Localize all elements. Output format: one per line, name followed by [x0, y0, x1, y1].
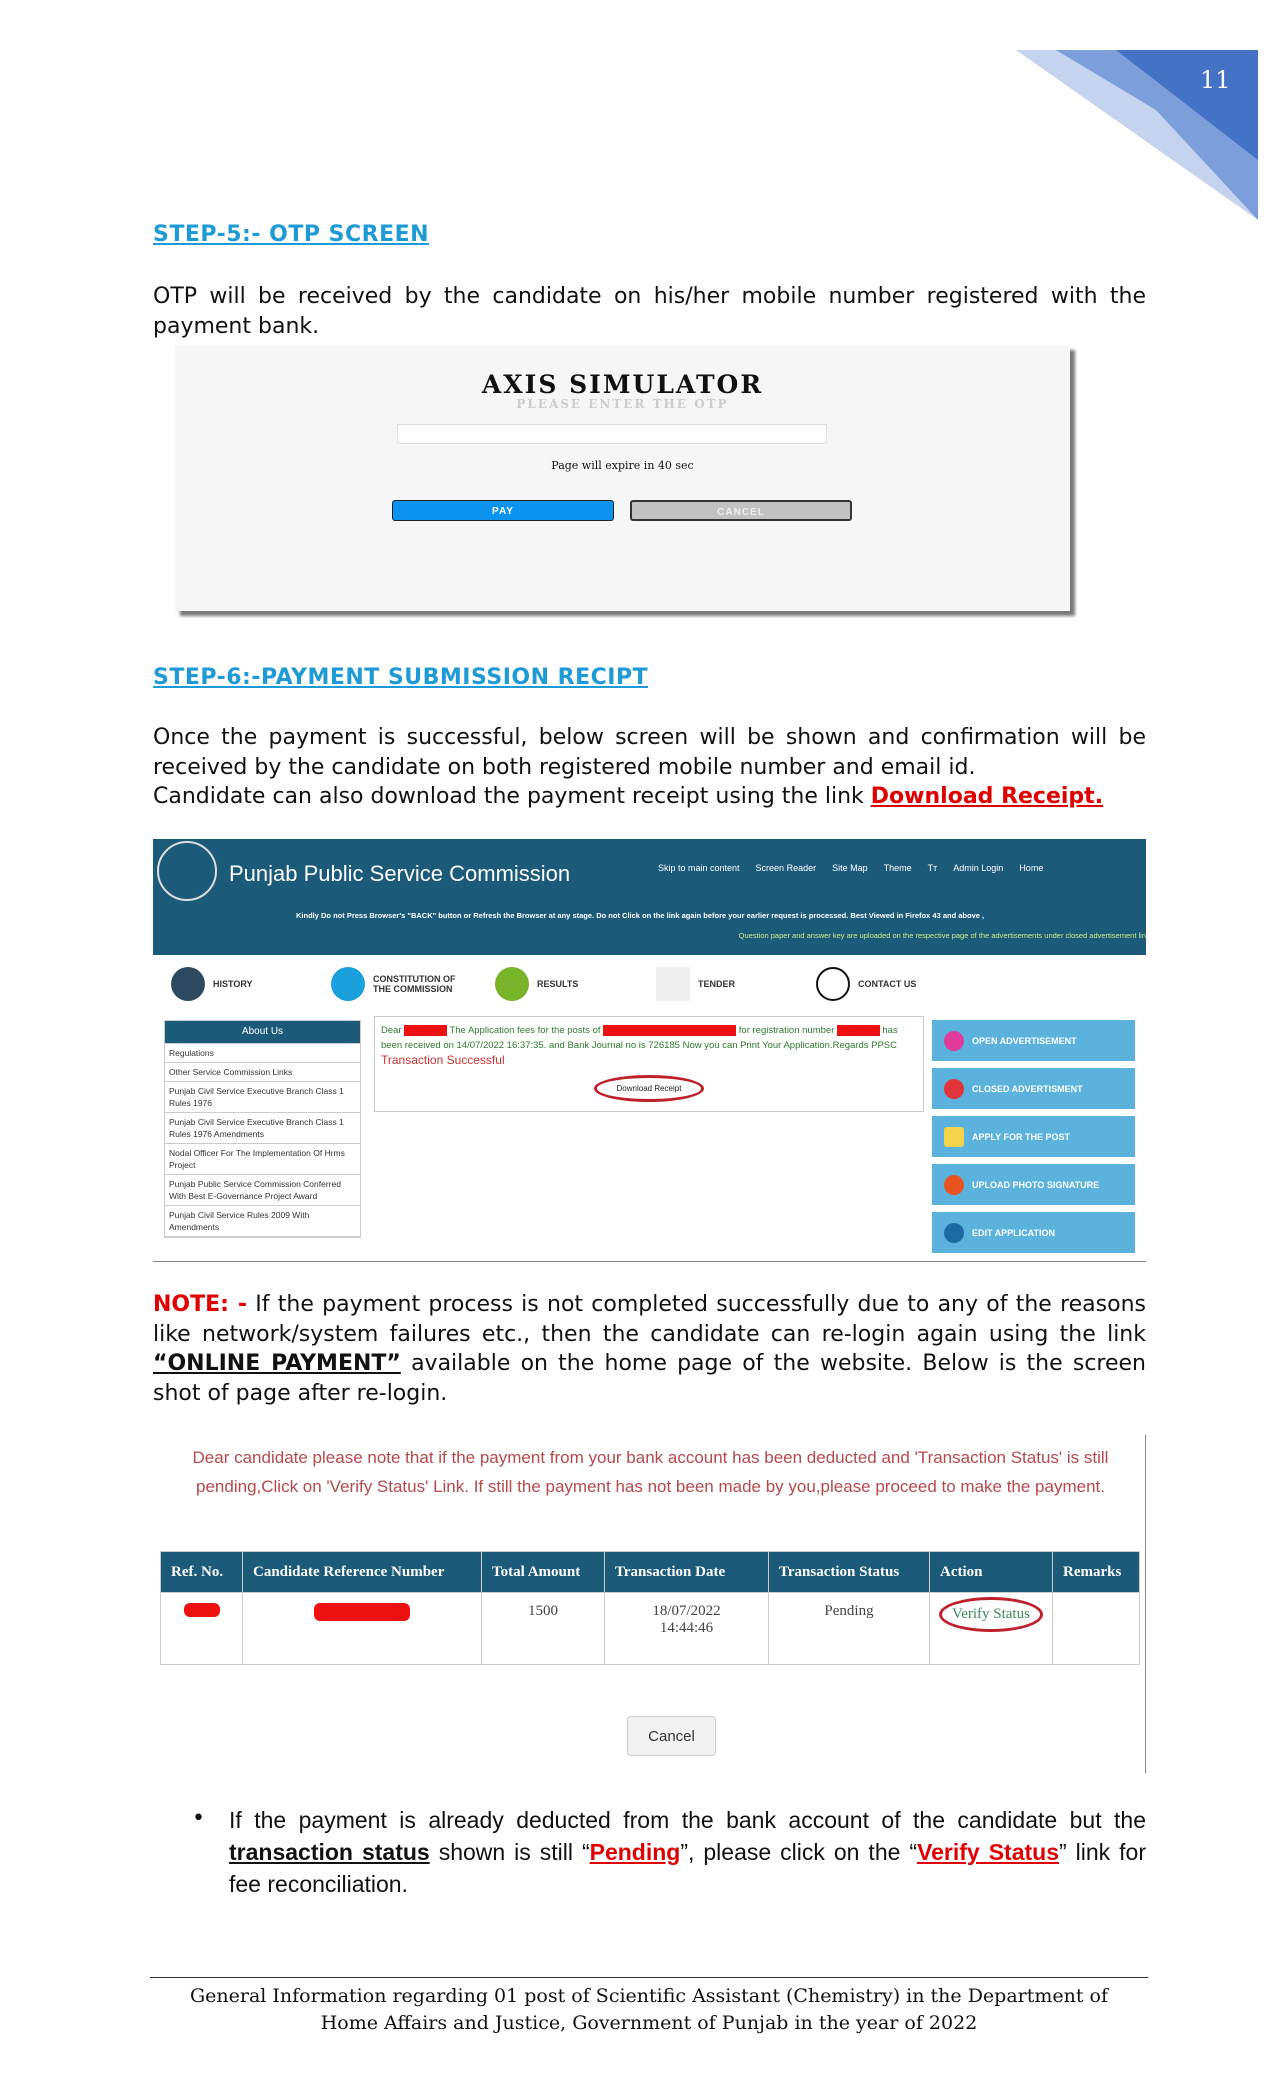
sidebar-item[interactable]: Punjab Civil Service Executive Branch Class 1 Rules 1976 Amendments — [165, 1113, 360, 1144]
note-paragraph: NOTE: - If the payment process is not completed successfully due to any of the reasons like network/system failures etc., then the candidate can re-login again using the link “ONLINE PAYMENT” available on the home page of the website. Below is the screen shot of page after re-login. — [153, 1292, 1147, 1406]
cancel-button[interactable]: CANCEL — [630, 500, 852, 521]
step6-heading: STEP-6:-PAYMENT SUBMISSION RECIPT — [153, 665, 649, 690]
expire-text: Page will expire in 40 sec — [551, 459, 694, 472]
transaction-table: Ref. No. Candidate Reference Number Total Amount Transaction Date Transaction Status Action Remarks 1500 18/07/2022 14:44:46 Pending Verify Status — [160, 1551, 1140, 1665]
notice-2: Question paper and answer key are uploaded on the respective page of the advertisements under closed advertisement lin — [738, 931, 1146, 940]
step5-text: OTP will be received by the candidate on his/her mobile number registered with the payment bank. — [153, 284, 1146, 339]
bullet-dot: • — [192, 1806, 205, 1831]
about-sidebar — [164, 1020, 361, 1238]
nav-tender[interactable]: TENDER — [656, 967, 735, 1001]
verify-status-ref: Verify Status — [917, 1839, 1059, 1865]
theme-link[interactable]: Theme — [883, 863, 912, 873]
pending-screenshot — [153, 1435, 1146, 1773]
tender-icon — [656, 967, 690, 1001]
apply-post-button[interactable]: APPLY FOR THE POST — [932, 1116, 1135, 1157]
download-receipt-link[interactable]: Download Receipt. — [870, 784, 1104, 809]
ppsc-title: Punjab Public Service Commission — [229, 861, 571, 886]
redacted — [184, 1603, 220, 1617]
redacted — [314, 1603, 410, 1621]
otp-input[interactable] — [397, 424, 827, 444]
page-number: 11 — [1200, 66, 1231, 94]
sidebar-item[interactable]: Regulations — [165, 1044, 360, 1063]
step6-text2: Candidate can also download the payment receipt using the link — [153, 784, 871, 809]
step6-text — [153, 723, 1146, 812]
sidebar-item[interactable]: Punjab Public Service Commission Conferred With Best E-Governance Project Award — [165, 1175, 360, 1206]
close-icon — [944, 1079, 964, 1099]
skip-link[interactable]: Skip to main content — [658, 863, 740, 873]
cancel-button[interactable]: Cancel — [627, 1716, 716, 1756]
pay-button[interactable]: PAY — [392, 500, 614, 521]
closed-advertisement-button[interactable]: CLOSED ADVERTISMENT — [932, 1068, 1135, 1109]
sidebar-item[interactable]: Other Service Commission Links — [165, 1063, 360, 1082]
open-advertisement-button[interactable]: OPEN ADVERTISEMENT — [932, 1020, 1135, 1061]
people-icon — [331, 967, 365, 1001]
form-icon — [944, 1127, 964, 1147]
sidebar-item[interactable]: Punjab Civil Service Rules 2009 With Amendments — [165, 1206, 360, 1237]
upload-icon — [944, 1175, 964, 1195]
home-link[interactable]: Home — [1019, 863, 1044, 873]
step6-text1: Once the payment is successful, below screen will be shown and confirmation will be received by the candidate on both registered mobile number and email id. — [153, 725, 1146, 780]
upload-photo-button[interactable]: UPLOAD PHOTO SIGNATURE — [932, 1164, 1135, 1205]
notice-1: Kindly Do not Press Browser's "BACK" button or Refresh the Browser at any stage. Do not Click on the link again before your earlier request is processed. Best Viewed in Firefox 43 and above , — [296, 911, 985, 920]
otp-screenshot — [175, 345, 1070, 611]
sidebar-item[interactable]: Nodal Officer For The Implementation Of Hrms Project — [165, 1144, 360, 1175]
phone-icon — [816, 967, 850, 1001]
download-receipt-button[interactable]: Download Receipt — [594, 1075, 705, 1102]
otp-subtitle: PLEASE ENTER THE OTP — [516, 397, 729, 411]
otp-title: AXIS SIMULATOR — [481, 370, 764, 399]
sidebar-item[interactable]: Punjab Civil Service Executive Branch Class 1 Rules 1976 — [165, 1082, 360, 1113]
nav-results[interactable]: RESULTS — [495, 967, 578, 1001]
sidebar-title: About Us — [165, 1021, 360, 1044]
bullet-text: If the payment is already deducted from the bank account of the candidate but the transaction status shown is still “Pending”, please click on the “Verify Status” link for fee reconciliation. — [229, 1807, 1146, 1897]
top-links — [658, 863, 1043, 873]
site-map-link[interactable]: Site Map — [832, 863, 868, 873]
payment-message-box: Dear xxxxxxxxx The Application fees for the posts of xxxxxxxxxxxxxxxxxxxxxxxxxxxx for registration number xxxxxxxxx has been received on 14/07/2022 16:37:35. and Bank Journal no is 726185 Now you can Print Your Application.Regards PPSC Transaction Successful Download Receipt — [374, 1016, 924, 1112]
nav-history[interactable]: HISTORY — [171, 967, 253, 1001]
text-size-icon[interactable]: Tт — [927, 863, 938, 873]
nav-constitution[interactable]: CONSTITUTION OF THE COMMISSION — [331, 967, 471, 1001]
admin-login-link[interactable]: Admin Login — [953, 863, 1004, 873]
nav-contact[interactable]: CONTACT US — [816, 967, 916, 1001]
pending-notice: Dear candidate please note that if the payment from your bank account has been deducted and 'Transaction Status' is still pending,Click on 'Verify Status' Link. If still the payment has not been made by you,please proceed to make the payment. — [192, 1448, 1109, 1496]
ppsc-header — [153, 839, 1146, 955]
online-payment-link[interactable]: “ONLINE PAYMENT” — [153, 1351, 401, 1376]
edit-icon — [944, 1223, 964, 1243]
history-icon — [171, 967, 205, 1001]
verify-status-link[interactable]: Verify Status — [939, 1597, 1043, 1632]
screen-reader-link[interactable]: Screen Reader — [755, 863, 817, 873]
results-icon — [495, 967, 529, 1001]
step5-heading: STEP-5:- OTP SCREEN — [153, 222, 430, 247]
ppsc-screenshot — [153, 839, 1146, 1262]
emblem-icon — [157, 841, 217, 901]
edit-application-button[interactable]: EDIT APPLICATION — [932, 1212, 1135, 1253]
footer: General Information regarding 01 post of Scientific Assistant (Chemistry) in the Department of Home Affairs and Justice, Government of Punjab in the year of 2022 — [150, 1977, 1148, 2037]
table-row: 1500 18/07/2022 14:44:46 Pending Verify Status — [161, 1593, 1140, 1665]
open-icon — [944, 1031, 964, 1051]
success-text: Transaction Successful — [381, 1053, 505, 1067]
note-label: NOTE: - — [153, 1292, 248, 1317]
